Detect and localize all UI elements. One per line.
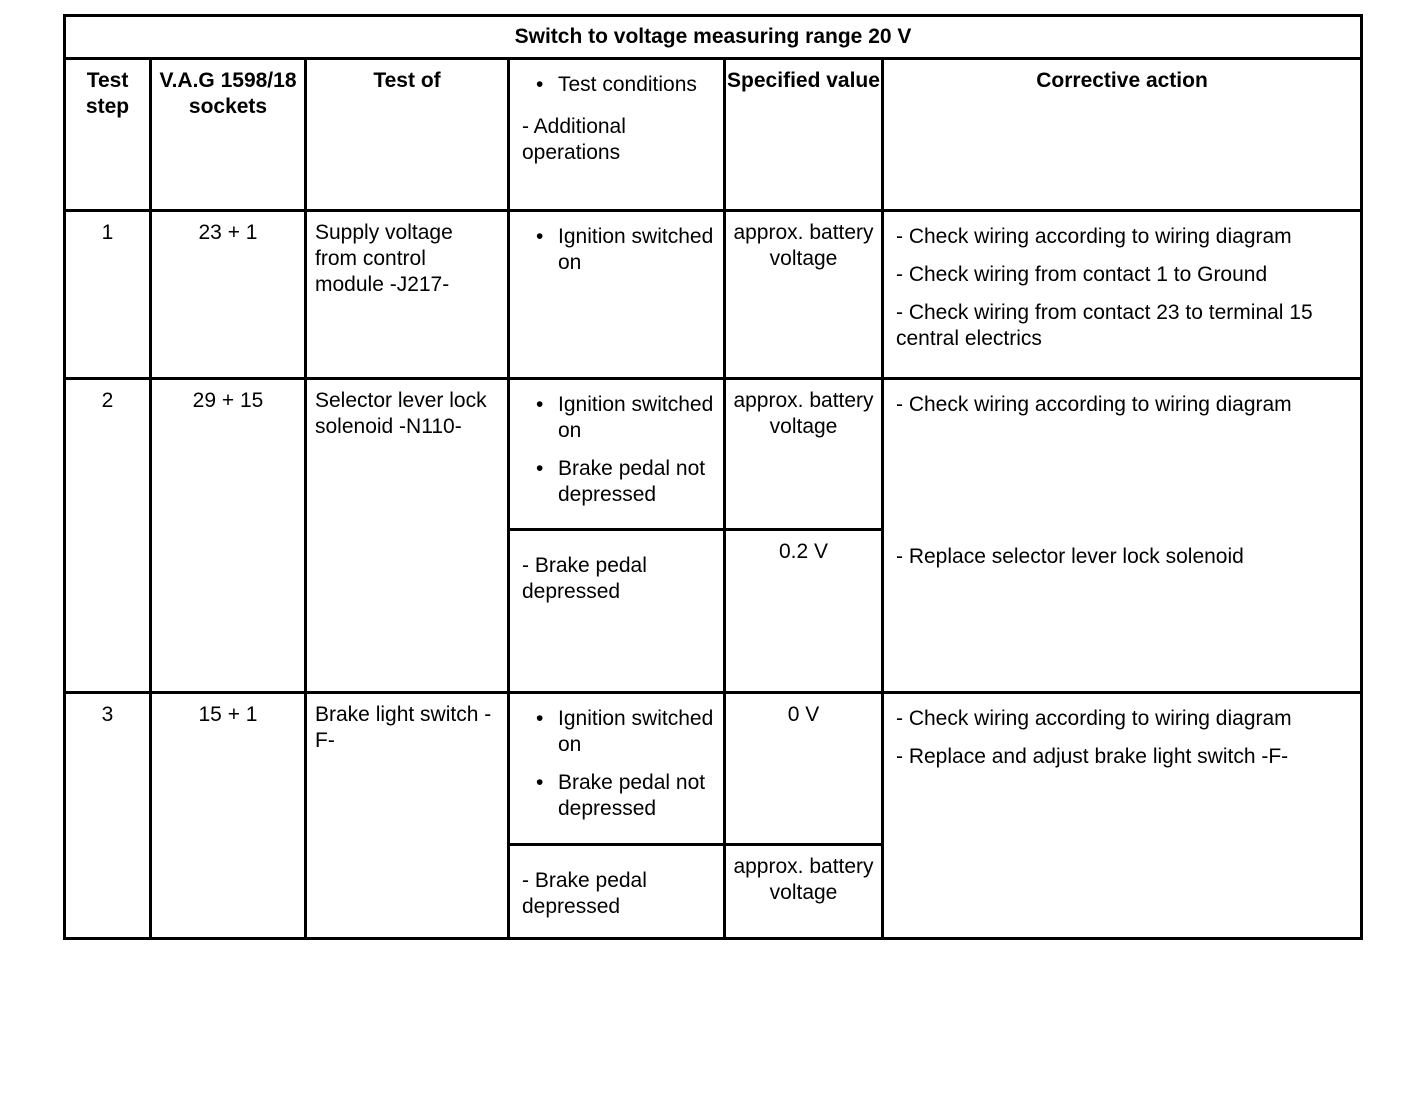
row-sub-condition	[509, 530, 725, 693]
table-row	[65, 693, 1362, 845]
row-specified: 0 V	[725, 693, 883, 845]
row-actions	[883, 379, 1362, 693]
row-specified: approx. battery voltage	[725, 379, 883, 530]
row-sockets: 15 + 1	[151, 693, 306, 939]
action-item: - Check wiring according to wiring diagram	[896, 225, 1292, 248]
condition-item: • Ignition switched on	[522, 392, 715, 444]
header-specified: Specified value	[725, 59, 883, 211]
table-row	[65, 379, 1362, 530]
condition-item: • Brake pedal not depressed	[522, 456, 715, 508]
row-step: 1	[65, 211, 151, 379]
header-conditions-bullet: • Test conditions	[522, 72, 715, 98]
action-item: - Replace and adjust brake light switch -F-	[896, 745, 1289, 768]
header-test-of: Test of	[306, 59, 509, 211]
row-sub-specified: approx. battery voltage	[725, 845, 883, 939]
row-test-of: Selector lever lock solenoid -N110-	[306, 379, 509, 693]
row-sub-specified: 0.2 V	[725, 530, 883, 693]
row-actions	[883, 211, 1362, 379]
header-conditions-dash: - Additional operations	[522, 115, 626, 164]
condition-item: • Ignition switched on	[522, 706, 715, 758]
row-conditions	[509, 379, 725, 530]
table-row	[65, 211, 1362, 379]
title-row	[65, 16, 1362, 59]
row-conditions	[509, 693, 725, 845]
header-corrective: Corrective action	[883, 59, 1362, 211]
row-sockets: 29 + 15	[151, 379, 306, 693]
row-actions	[883, 693, 1362, 939]
action-item: - Check wiring according to wiring diagram	[896, 393, 1292, 416]
action-item: - Replace selector lever lock solenoid	[896, 545, 1244, 568]
row-sub-condition	[509, 845, 725, 939]
sub-condition-item: - Brake pedal depressed	[522, 869, 647, 918]
action-item: - Check wiring from contact 23 to terminal 15 central electrics	[896, 301, 1313, 350]
condition-item: • Ignition switched on	[522, 224, 715, 276]
sub-condition-item: - Brake pedal depressed	[522, 554, 647, 603]
row-sockets: 23 + 1	[151, 211, 306, 379]
table-title: Switch to voltage measuring range 20 V	[65, 16, 1362, 59]
row-test-of: Supply voltage from control module -J217-	[306, 211, 509, 379]
row-test-of: Brake light switch -F-	[306, 693, 509, 939]
row-step: 3	[65, 693, 151, 939]
header-test-step: Test step	[65, 59, 151, 211]
row-conditions	[509, 211, 725, 379]
action-item: - Check wiring from contact 1 to Ground	[896, 263, 1268, 286]
test-table	[63, 14, 1363, 940]
row-specified: approx. battery voltage	[725, 211, 883, 379]
header-sockets: V.A.G 1598/18 sockets	[151, 59, 306, 211]
action-item: - Check wiring according to wiring diagram	[896, 707, 1292, 730]
header-row	[65, 59, 1362, 211]
row-step: 2	[65, 379, 151, 693]
condition-item: • Brake pedal not depressed	[522, 770, 715, 822]
header-conditions	[509, 59, 725, 211]
